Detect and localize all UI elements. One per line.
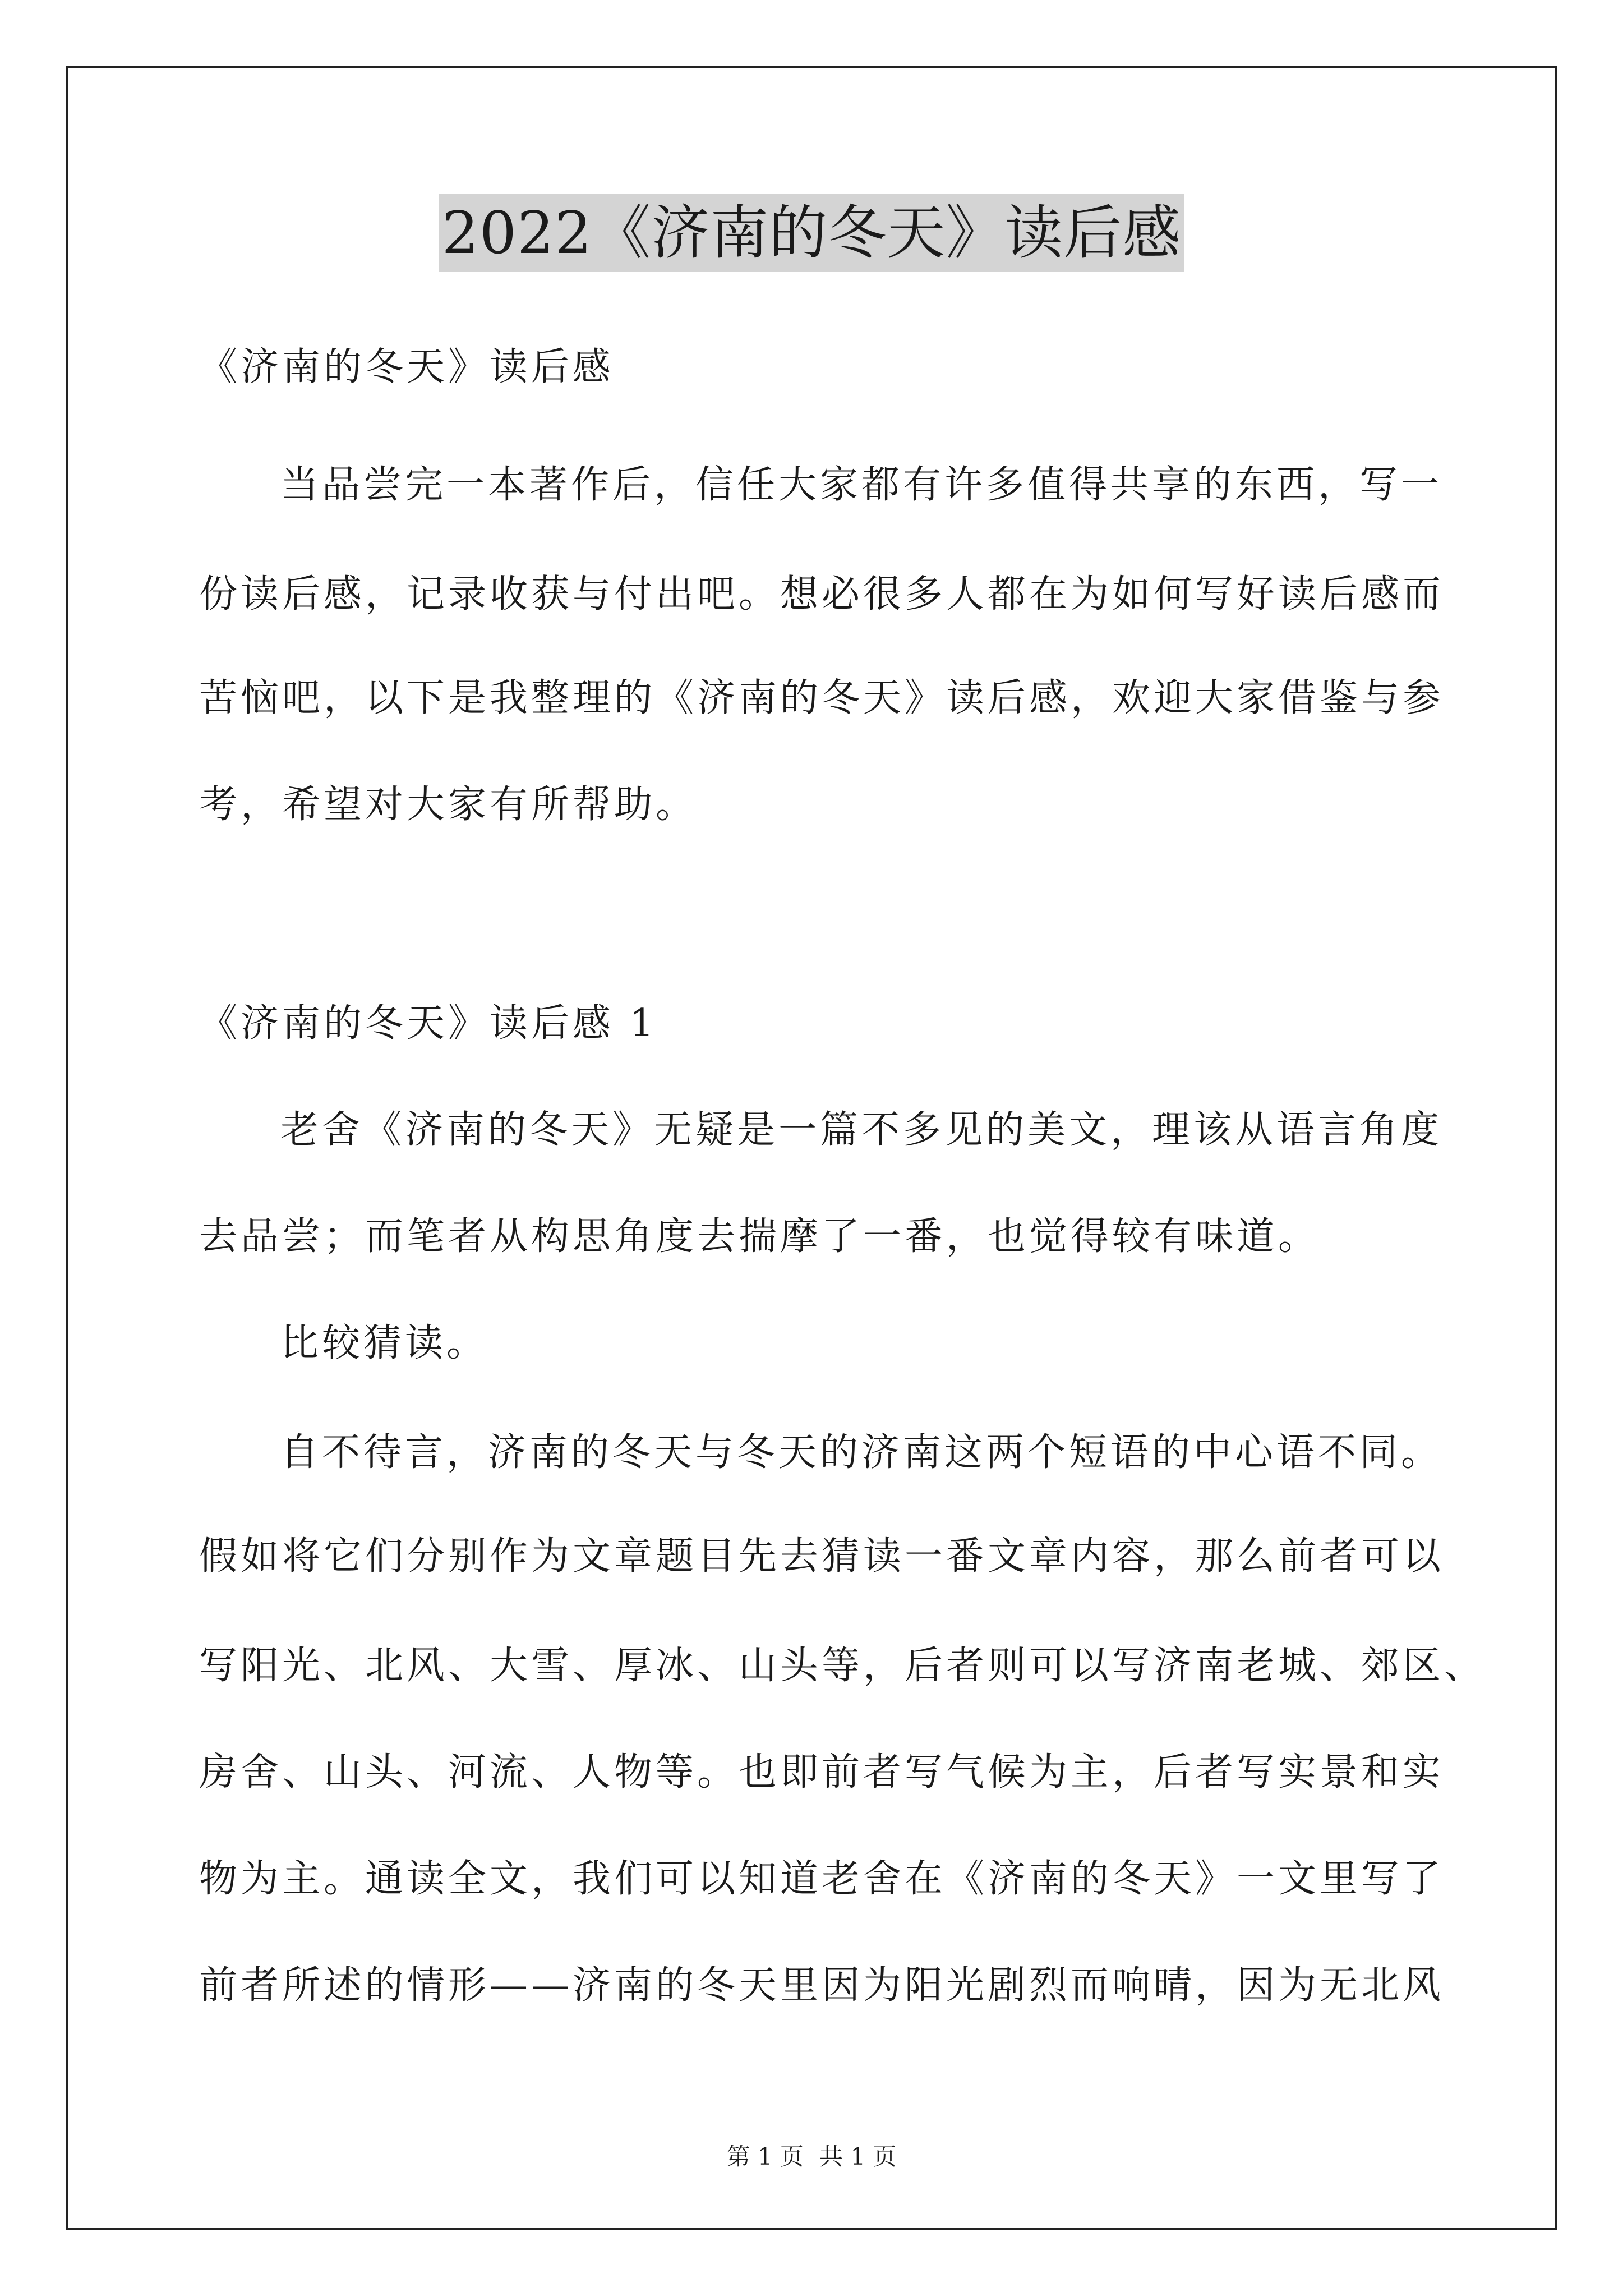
- page-footer: [0, 2140, 1623, 2174]
- document-title: 2022《济南的冬天》读后感: [439, 194, 1185, 272]
- paragraph-line: 物为主。通读全文，我们可以知道老舍在《济南的冬天》一文里写了: [199, 1857, 1445, 1901]
- paragraph-line: 当品尝完一本著作后，信任大家都有许多值得共享的东西，写一: [280, 463, 1443, 507]
- paragraph-line: 前者所述的情形——济南的冬天里因为阳光剧烈而响晴，因为无北风: [199, 1963, 1445, 2008]
- page-total: 共 1 页: [819, 2143, 897, 2170]
- section-heading-1: 《济南的冬天》读后感 1: [199, 1001, 657, 1046]
- paragraph-line: 假如将它们分别作为文章题目先去猜读一番文章内容，那么前者可以: [199, 1534, 1445, 1579]
- paragraph-line: 老舍《济南的冬天》无疑是一篇不多见的美文，理该从语言角度: [280, 1108, 1443, 1152]
- paragraph-line: 比较猜读。: [280, 1321, 488, 1365]
- document-title-block: [0, 194, 1623, 272]
- section-heading-intro: 《济南的冬天》读后感: [199, 345, 615, 389]
- paragraph-line: 苦恼吧，以下是我整理的《济南的冬天》读后感，欢迎大家借鉴与参: [199, 676, 1445, 720]
- paragraph-line: 去品尝；而笔者从构思角度去揣摩了一番，也觉得较有味道。: [199, 1214, 1320, 1259]
- paragraph-line: 份读后感，记录收获与付出吧。想必很多人都在为如何写好读后感而: [199, 572, 1445, 616]
- paragraph-line: 考，希望对大家有所帮助。: [199, 783, 698, 827]
- paragraph-line: 写阳光、北风、大雪、厚冰、山头等，后者则可以写济南老城、郊区、: [199, 1644, 1486, 1688]
- page-number: 第 1 页: [726, 2143, 804, 2170]
- paragraph-line: 自不待言，济南的冬天与冬天的济南这两个短语的中心语不同。: [280, 1430, 1443, 1475]
- paragraph-line: 房舍、山头、河流、人物等。也即前者写气候为主，后者写实景和实: [199, 1750, 1445, 1795]
